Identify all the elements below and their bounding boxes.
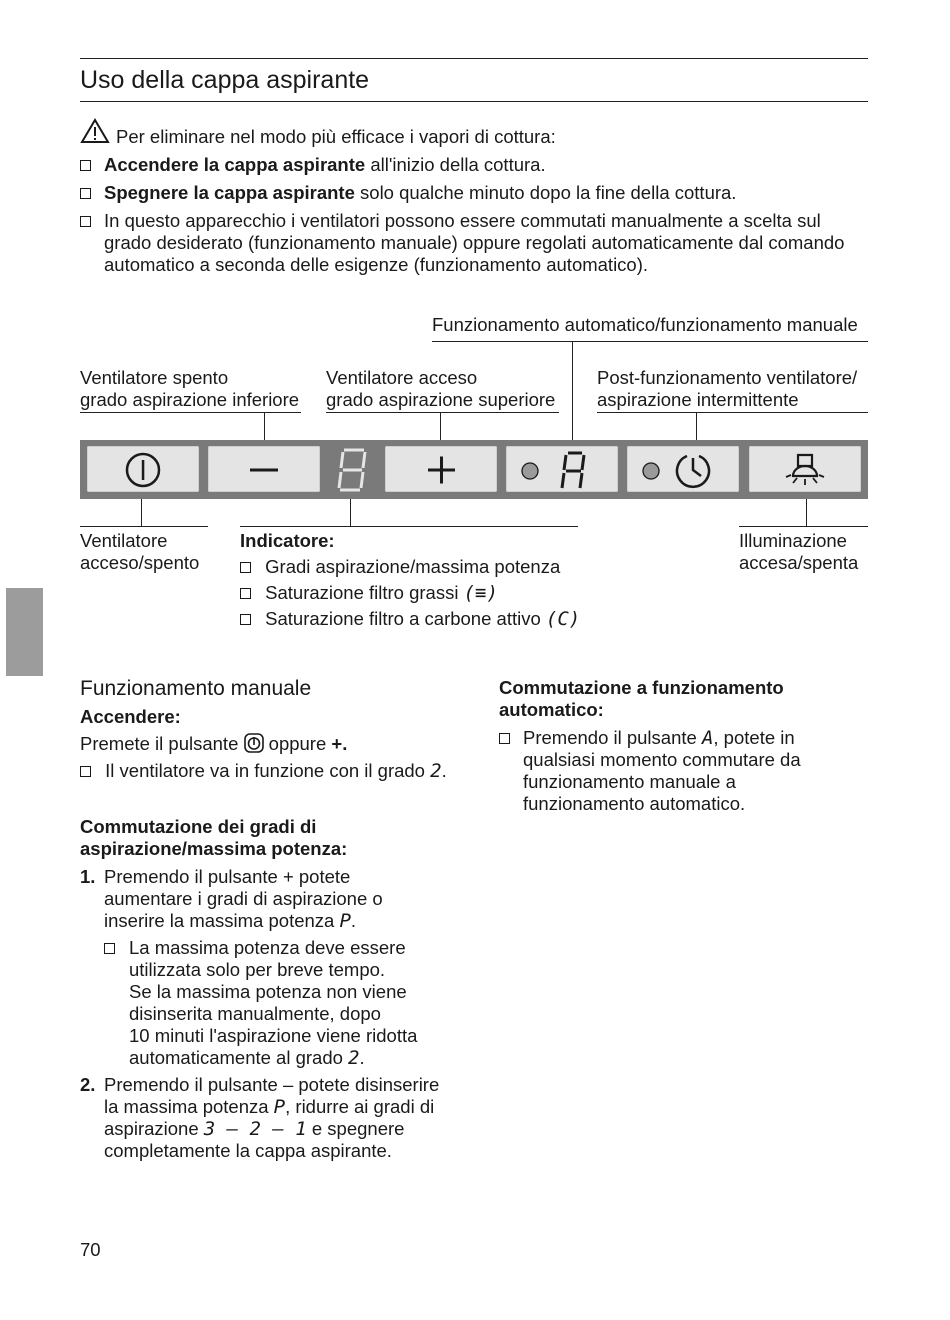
label-fan-on <box>326 367 555 411</box>
item-bold: Accendere la cappa aspirante <box>104 154 366 175</box>
note-line: La massima potenza deve essere <box>129 937 406 958</box>
indicator-item <box>240 556 560 578</box>
leader-line <box>806 499 807 526</box>
press-text: Premete il pulsante <box>80 733 244 754</box>
plus-symbol: +. <box>331 733 348 754</box>
subheading: Accendere: <box>80 706 181 727</box>
item-line: Premendo il pulsante <box>523 727 702 748</box>
step-line: completamente la cappa aspirante. <box>104 1140 392 1161</box>
clock-icon <box>627 446 739 492</box>
auto-symbol: A <box>701 727 714 749</box>
intro-item-line: In questo apparecchio i ventilatori possono essere commutati manualmente a scelta sul <box>104 210 821 231</box>
subheading-line: Commutazione dei gradi di <box>80 816 317 837</box>
checkbox-icon <box>240 614 251 625</box>
grade-symbol: 2 <box>348 1047 360 1069</box>
checkbox-icon <box>240 588 251 599</box>
step-note: La massima potenza deve essere utilizzata solo per breve tempo. Se la massima potenza non viene disinserita manualmente, dopo 10 minuti l'aspirazione viene ridotta automaticamente al grado 2. <box>129 937 418 1069</box>
label-rule <box>240 526 578 527</box>
warning-icon <box>80 118 110 149</box>
top-rule <box>80 58 868 59</box>
grade-symbol: 2 <box>430 760 442 782</box>
label-line: Illuminazione <box>739 530 847 551</box>
label-auto-manual: Funzionamento automatico/funzionamento manuale <box>432 314 858 335</box>
indicator-title: Indicatore: <box>240 530 335 551</box>
subheading-line: automatico: <box>499 699 604 720</box>
note-line: disinserita manualmente, dopo <box>129 1003 381 1024</box>
label-rule <box>597 412 868 413</box>
item-line-rest: , potete in <box>713 727 795 748</box>
step-text <box>104 1074 439 1162</box>
step-line-rest: , ridurre ai gradi di <box>285 1096 435 1117</box>
minus-icon <box>208 446 320 492</box>
power-button[interactable] <box>87 446 199 492</box>
section-heading: Funzionamento manuale <box>80 677 312 700</box>
max-power-symbol: P <box>273 1096 286 1118</box>
minus-button[interactable] <box>208 446 320 492</box>
subheading-line: aspirazione/massima potenza: <box>80 838 348 859</box>
label-light <box>739 530 858 574</box>
control-panel <box>80 440 868 499</box>
checkbox-icon <box>499 733 510 744</box>
intro-item-line: automatico a seconda delle esigenze (funzionamento automatico). <box>104 254 649 275</box>
light-button[interactable] <box>749 446 861 492</box>
power-symbol-icon <box>244 733 264 758</box>
label-line: grado aspirazione superiore <box>326 389 556 410</box>
note-line: Se la massima potenza non viene <box>129 981 407 1002</box>
intro-item <box>80 182 737 204</box>
step-line: Premendo il pulsante + potete <box>104 866 351 887</box>
title-rule <box>80 101 868 102</box>
intro-item <box>80 154 546 176</box>
note-line: 10 minuti l'aspirazione viene ridotta <box>129 1025 418 1046</box>
indicator-item <box>240 582 498 604</box>
step-line: aspirazione <box>104 1118 204 1139</box>
indicator-text: Gradi aspirazione/massima potenza <box>265 556 561 577</box>
lamp-icon <box>749 446 861 492</box>
checkbox-icon <box>80 216 91 227</box>
checkbox-icon-wrap <box>499 727 510 749</box>
label-rule <box>80 526 208 527</box>
leader-line <box>350 499 351 526</box>
label-line: accesa/spenta <box>739 552 859 573</box>
fan-display <box>330 444 376 496</box>
checkbox-icon <box>80 188 91 199</box>
item-line: qualsiasi momento commutare da <box>523 749 801 770</box>
step-line: aumentare i gradi di aspirazione o <box>104 888 383 909</box>
checkbox-icon-wrap <box>104 937 115 959</box>
item-rest: all'inizio della cottura. <box>365 154 546 175</box>
indicator-text: Saturazione filtro a carbone attivo <box>265 608 546 629</box>
page-title: Uso della cappa aspirante <box>80 66 370 94</box>
grades-symbol: 3 – 2 – 1 <box>203 1118 307 1140</box>
label-post-run <box>597 367 857 411</box>
subheading <box>499 677 784 721</box>
label-line: Ventilatore acceso <box>326 367 478 388</box>
page-number: 70 <box>80 1239 101 1260</box>
language-tab <box>6 588 43 676</box>
label-line: Ventilatore spento <box>80 367 229 388</box>
checkbox-icon <box>80 766 91 777</box>
plus-icon <box>385 446 497 492</box>
leader-line <box>572 341 573 446</box>
plus-button[interactable] <box>385 446 497 492</box>
step-number: 1. <box>80 866 96 887</box>
seven-segment-display <box>330 444 376 496</box>
fan-step-text: Il ventilatore va in funzione con il grado <box>105 760 431 781</box>
label-rule <box>739 526 868 527</box>
item-line: funzionamento automatico. <box>523 793 746 814</box>
item-rest: solo qualche minuto dopo la fine della cottura. <box>354 182 737 203</box>
auto-mode-icon <box>506 446 618 492</box>
label-fan-off <box>80 367 299 411</box>
label-rule <box>80 412 301 413</box>
auto-item <box>523 727 801 815</box>
grease-filter-symbol: (≡) <box>463 582 498 604</box>
item-line: funzionamento manuale a <box>523 771 736 792</box>
label-rule <box>432 341 868 342</box>
indicator-item <box>240 608 580 630</box>
note-line: automaticamente al grado <box>129 1047 349 1068</box>
fan-step-end: . <box>441 760 447 781</box>
fan-step-item <box>80 760 447 782</box>
leader-line <box>141 499 142 526</box>
press-text: oppure <box>263 733 332 754</box>
step-text: Premendo il pulsante + potete aumentare i gradi di aspirazione o inserire la massima potenza P. <box>104 866 383 932</box>
item-bold: Spegnere la cappa aspirante <box>104 182 355 203</box>
indicator-text: Saturazione filtro grassi <box>265 582 464 603</box>
label-power <box>80 530 199 574</box>
label-line: acceso/spento <box>80 552 200 573</box>
checkbox-icon <box>240 562 251 573</box>
subheading-line: Commutazione a funzionamento <box>499 677 784 698</box>
note-line: utilizzata solo per breve tempo. <box>129 959 386 980</box>
press-instruction <box>80 733 347 758</box>
auto-button[interactable] <box>506 446 618 492</box>
step-line: inserire la massima potenza <box>104 910 340 931</box>
max-power-symbol: P <box>339 910 351 932</box>
label-line: Post-funzionamento ventilatore/ <box>597 367 858 388</box>
label-line: grado aspirazione inferiore <box>80 389 300 410</box>
step-line-rest: e spegnere <box>306 1118 405 1139</box>
power-icon <box>87 446 199 492</box>
label-line: Ventilatore <box>80 530 168 551</box>
step-line: Premendo il pulsante – potete disinserire <box>104 1074 440 1095</box>
timer-button[interactable] <box>627 446 739 492</box>
intro-item <box>80 210 91 232</box>
warning-text: Per eliminare nel modo più efficace i vapori di cottura: <box>116 126 556 147</box>
checkbox-icon <box>80 160 91 171</box>
step-number: 2. <box>80 1074 96 1095</box>
label-rule <box>326 412 559 413</box>
carbon-filter-symbol: (C) <box>545 608 581 630</box>
label-line: aspirazione intermittente <box>597 389 799 410</box>
intro-item-line: grado desiderato (funzionamento manuale) oppure regolati automaticamente dal comando <box>104 232 845 253</box>
subheading <box>80 816 347 860</box>
step-line: la massima potenza <box>104 1096 274 1117</box>
checkbox-icon <box>104 943 115 954</box>
